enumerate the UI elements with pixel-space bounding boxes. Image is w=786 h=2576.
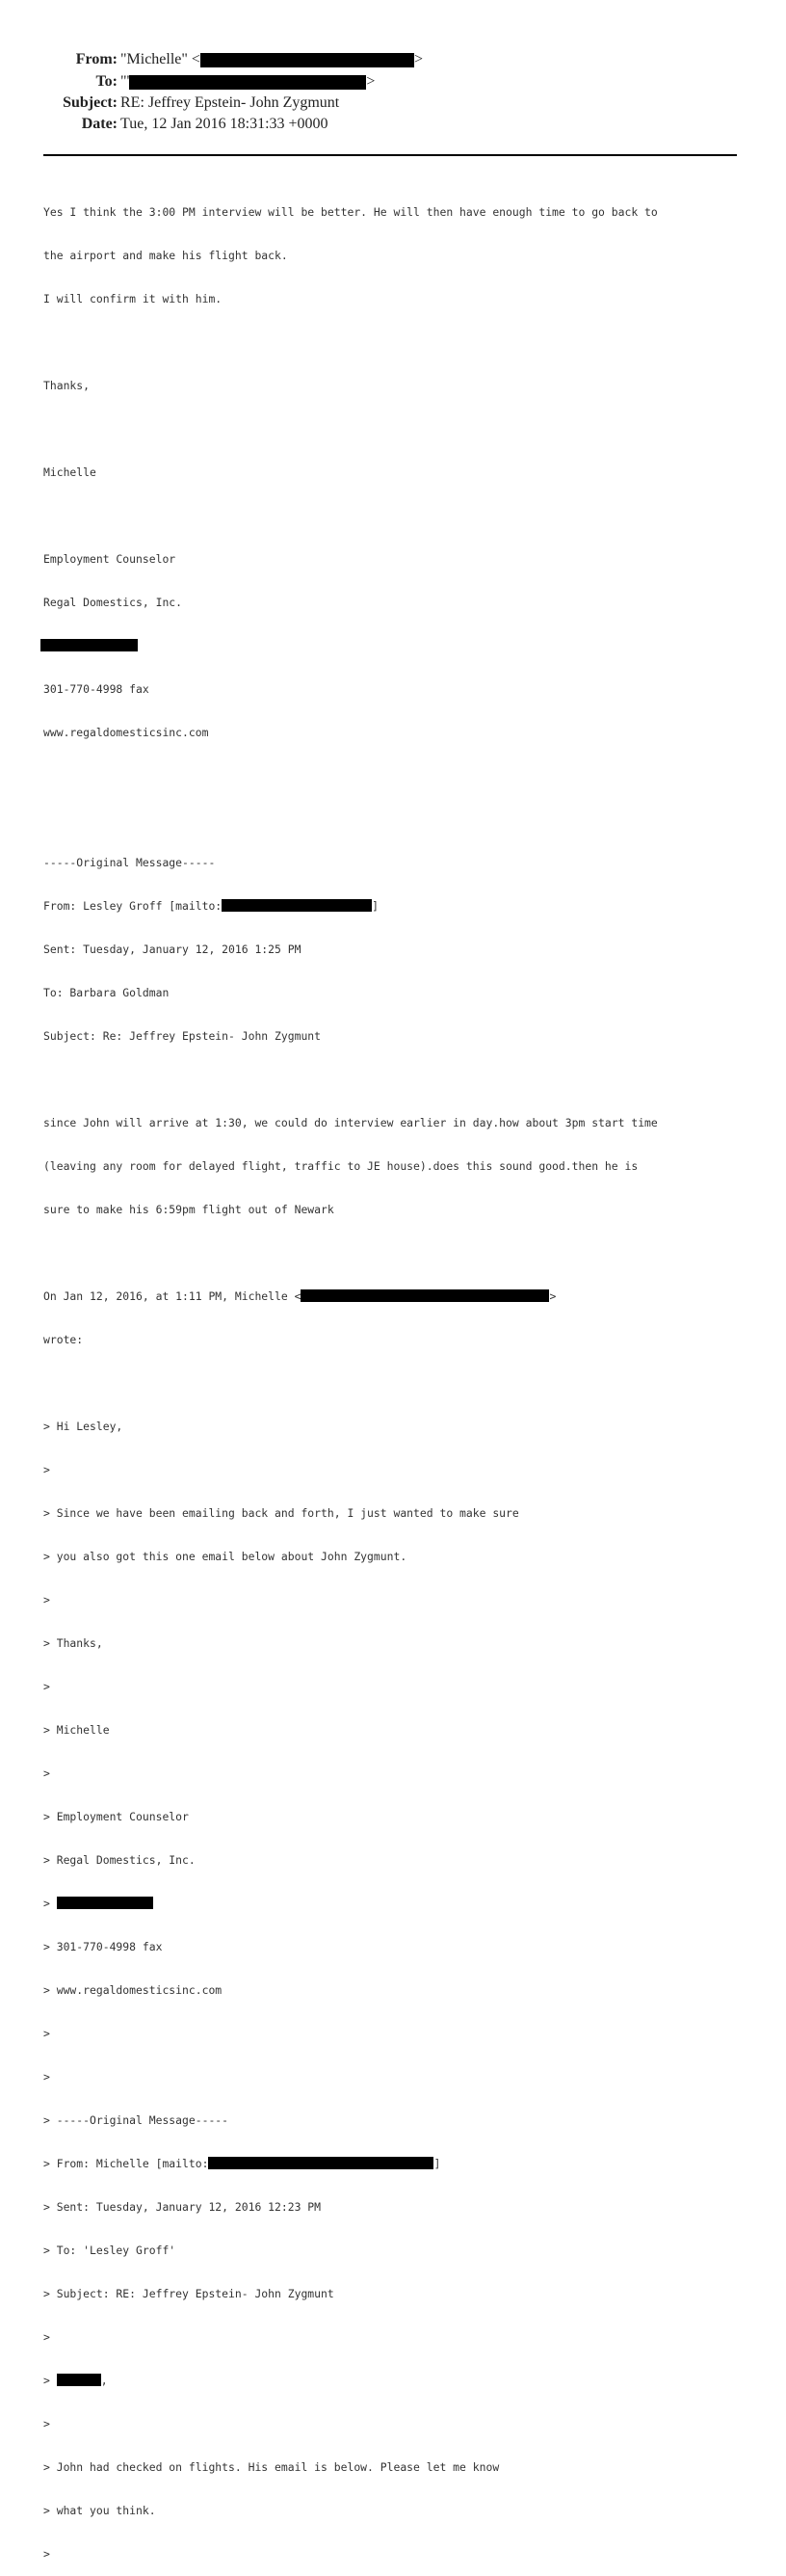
quoted-line: > Thanks, bbox=[43, 1636, 103, 1650]
signature-name: Michelle bbox=[43, 465, 96, 479]
original-to-line: To: Barbara Goldman bbox=[43, 986, 170, 999]
reply-attribution-line bbox=[43, 1289, 756, 1304]
redaction-bar bbox=[208, 2157, 433, 2169]
quote-marker: > bbox=[43, 1897, 57, 1910]
quoted-line: > Sent: Tuesday, January 12, 2016 12:23 PM bbox=[43, 2200, 322, 2214]
quoted-from-close: ] bbox=[433, 2157, 441, 2170]
quoted-line: > -----Original Message----- bbox=[43, 2113, 229, 2127]
original-subject-line: Subject: Re: Jeffrey Epstein- John Zygmunt bbox=[43, 1029, 322, 1043]
blank-line bbox=[43, 812, 756, 827]
greeting-comma: , bbox=[100, 2374, 108, 2387]
redaction-bar bbox=[57, 1897, 153, 1909]
blank-line bbox=[43, 509, 756, 523]
quoted-line: > bbox=[43, 2547, 50, 2561]
quoted-line: > bbox=[43, 2027, 50, 2040]
to-value bbox=[120, 72, 375, 92]
to-value-prefix: "' bbox=[120, 73, 130, 90]
quoted-line: > bbox=[43, 2330, 50, 2344]
signature-company: Regal Domestics, Inc. bbox=[43, 596, 183, 609]
quoted-greeting-line bbox=[43, 2374, 756, 2388]
blank-line bbox=[43, 1246, 756, 1261]
body-line: sure to make his 6:59pm flight out of Newark bbox=[43, 1203, 334, 1216]
blank-line bbox=[43, 1073, 756, 1087]
quoted-line: > bbox=[43, 2070, 50, 2084]
quoted-line: > bbox=[43, 1680, 50, 1693]
redacted-line bbox=[40, 639, 756, 653]
quoted-line: > John had checked on flights. His email is below. Please let me know bbox=[43, 2460, 500, 2474]
from-value-prefix: "Michelle" < bbox=[120, 51, 200, 67]
body-line: I will confirm it with him. bbox=[43, 292, 223, 305]
redaction-bar bbox=[129, 75, 366, 90]
signature-fax: 301-770-4998 fax bbox=[43, 682, 149, 696]
signature-title: Employment Counselor bbox=[43, 552, 176, 566]
blank-line bbox=[43, 335, 756, 350]
quoted-line: > Hi Lesley, bbox=[43, 1420, 123, 1433]
quoted-redacted-line bbox=[43, 1897, 756, 1911]
original-sent-line: Sent: Tuesday, January 12, 2016 1:25 PM bbox=[43, 943, 301, 956]
subject-label: Subject: bbox=[63, 94, 118, 111]
blank-line bbox=[43, 422, 756, 437]
body-line: (leaving any room for delayed flight, traffic to JE house).does this sound good.then he is bbox=[43, 1159, 639, 1173]
date-value: Tue, 12 Jan 2016 18:31:33 +0000 bbox=[120, 116, 328, 132]
date-label: Date: bbox=[81, 116, 118, 132]
original-from-line bbox=[43, 899, 756, 914]
subject-value: RE: Jeffrey Epstein- John Zygmunt bbox=[120, 94, 340, 111]
attribution-close: > bbox=[549, 1289, 557, 1303]
from-row bbox=[0, 50, 786, 69]
quoted-line: > bbox=[43, 1766, 50, 1780]
quoted-from-line bbox=[43, 2157, 756, 2171]
quoted-line: > bbox=[43, 1463, 50, 1476]
body-line: Thanks, bbox=[43, 379, 91, 392]
blank-line bbox=[43, 1376, 756, 1391]
body-line: the airport and make his flight back. bbox=[43, 249, 288, 262]
reply-attribution-wrote: wrote: bbox=[43, 1333, 84, 1346]
quoted-line: > you also got this one email below about John Zygmunt. bbox=[43, 1550, 407, 1563]
quoted-line: > Regal Domestics, Inc. bbox=[43, 1853, 196, 1867]
quoted-line: > To: 'Lesley Groff' bbox=[43, 2244, 176, 2257]
to-label: To: bbox=[95, 73, 118, 90]
from-value-suffix: > bbox=[413, 51, 423, 67]
redaction-bar bbox=[200, 53, 414, 67]
body-line: since John will arrive at 1:30, we could do interview earlier in day.how about 3pm start time bbox=[43, 1116, 658, 1129]
redaction-bar bbox=[57, 2374, 101, 2386]
to-value-suffix: > bbox=[366, 73, 376, 90]
quoted-line: > what you think. bbox=[43, 2504, 156, 2517]
body-line: Yes I think the 3:00 PM interview will be better. He will then have enough time to go back to bbox=[43, 205, 658, 219]
email-header bbox=[0, 0, 786, 145]
header-divider bbox=[43, 154, 737, 156]
quoted-line: > www.regaldomesticsinc.com bbox=[43, 1983, 223, 1997]
to-row bbox=[0, 72, 786, 92]
email-body bbox=[43, 176, 756, 2576]
from-value bbox=[120, 50, 423, 69]
original-message-separator: -----Original Message----- bbox=[43, 856, 216, 869]
quoted-line: > Since we have been emailing back and forth, I just wanted to make sure bbox=[43, 1506, 519, 1520]
quoted-line: > Subject: RE: Jeffrey Epstein- John Zygmunt bbox=[43, 2287, 334, 2300]
signature-website: www.regaldomesticsinc.com bbox=[43, 726, 209, 739]
date-row bbox=[0, 115, 786, 134]
redaction-bar bbox=[222, 899, 372, 912]
attribution-text: On Jan 12, 2016, at 1:11 PM, Michelle < bbox=[43, 1289, 301, 1303]
quote-marker: > bbox=[43, 2374, 57, 2387]
redaction-bar bbox=[40, 639, 138, 651]
from-label: From: bbox=[75, 51, 118, 67]
quoted-line: > bbox=[43, 1593, 50, 1607]
quoted-line: > Michelle bbox=[43, 1723, 110, 1737]
quoted-line: > bbox=[43, 2417, 50, 2430]
quoted-line: > 301-770-4998 fax bbox=[43, 1940, 163, 1953]
original-from-close: ] bbox=[372, 899, 380, 913]
original-from-text: From: Lesley Groff [mailto: bbox=[43, 899, 223, 913]
redaction-bar bbox=[301, 1289, 549, 1302]
blank-line bbox=[43, 769, 756, 783]
subject-row bbox=[0, 93, 786, 113]
quoted-line: > Employment Counselor bbox=[43, 1810, 189, 1823]
quoted-from-text: > From: Michelle [mailto: bbox=[43, 2157, 209, 2170]
